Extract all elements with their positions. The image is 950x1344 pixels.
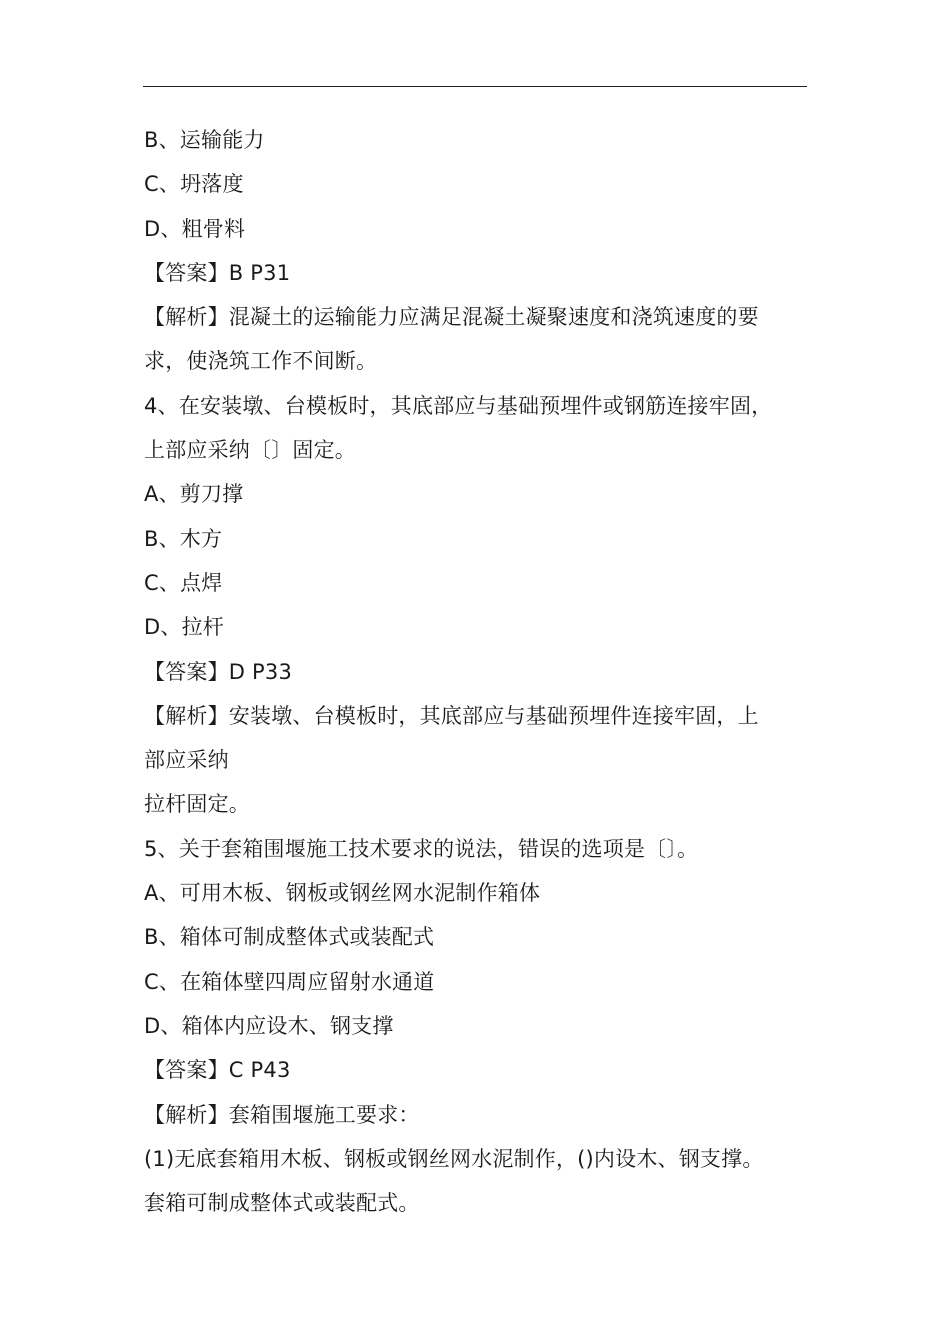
q5-analysis-line-3: 套箱可制成整体式或装配式。 [144,1191,420,1216]
q5-answer: 【答案】C P43 [144,1058,291,1083]
q5-stem-line-1: 5、关于套箱围堰施工技术要求的说法，错误的选项是〔〕。 [144,836,699,861]
q4-analysis-line-1: 【解析】安装墩、台模板时，其底部应与基础预埋件连接牢固，上 [144,703,759,728]
q4-option-d: D、拉杆 [144,615,224,640]
q3-option-c: C、坍落度 [144,172,244,197]
document-body [144,118,814,1225]
q3-answer: 【答案】B P31 [144,260,291,285]
q3-analysis-line-1: 【解析】混凝土的运输能力应满足混凝土凝聚速度和浇筑速度的要 [144,305,759,330]
q4-analysis-line-3: 拉杆固定。 [144,792,250,817]
q3-option-b: B、运输能力 [144,128,265,152]
q4-option-b: B、木方 [144,526,223,551]
q3-analysis-line-2: 求，使浇筑工作不间断。 [144,349,378,374]
q4-answer: 【答案】D P33 [144,659,293,684]
q4-analysis-line-2: 部应采纳 [144,748,229,773]
q5-analysis-line-1: 【解析】套箱围堰施工要求： [144,1102,420,1127]
q4-stem-line-1: 4、在安装墩、台模板时，其底部应与基础预埋件或钢筋连接牢固， [144,393,773,418]
q4-stem-line-2: 上部应采纳〔〕固定。 [144,438,356,463]
q5-option-a: A、可用木板、钢板或钢丝网水泥制作箱体 [144,881,541,906]
q5-option-d: D、箱体内应设木、钢支撑 [144,1013,394,1038]
q4-option-c: C、点焊 [144,570,223,595]
q5-option-c: C、在箱体壁四周应留射水通道 [144,969,435,994]
header-rule [143,86,807,87]
q5-option-b: B、箱体可制成整体式或装配式 [144,925,435,950]
q3-option-d: D、粗骨料 [144,216,246,241]
q5-analysis-line-2: (1)无底套箱用木板、钢板或钢丝网水泥制作，()内设木、钢支撑。 [144,1146,764,1171]
q4-option-a: A、剪刀撑 [144,482,244,507]
